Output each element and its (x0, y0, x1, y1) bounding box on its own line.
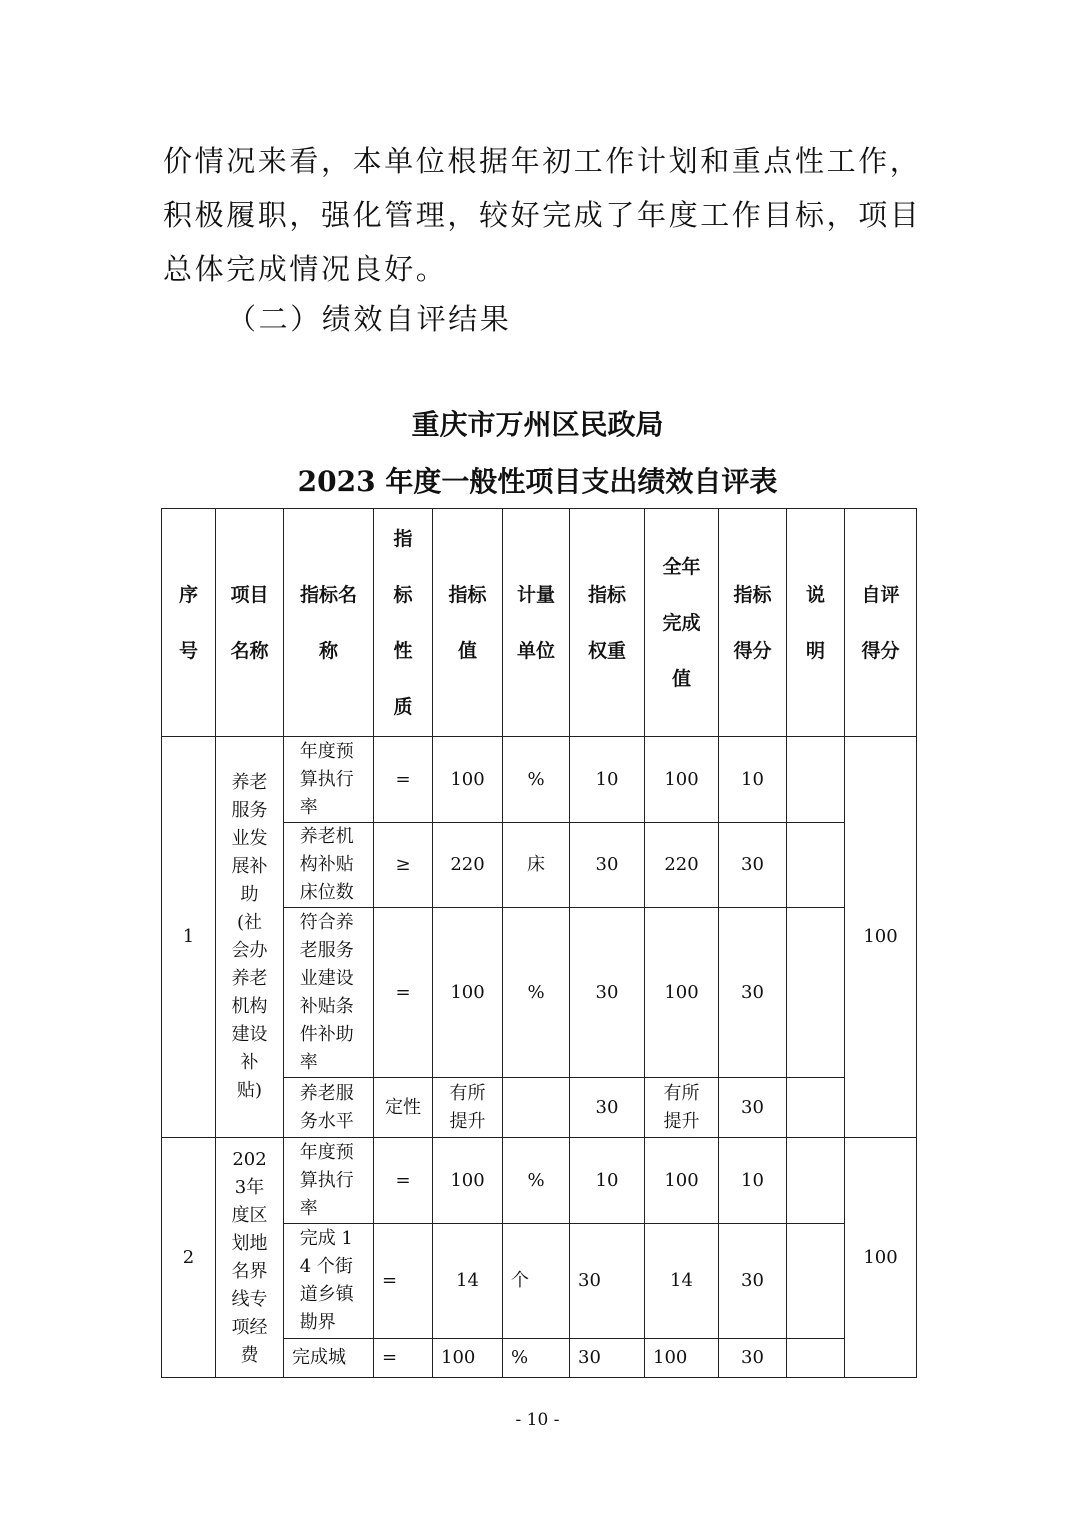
project-name: 2023年度区划地名界线专项经费 (216, 1138, 284, 1378)
indicator-points: 10 (719, 1138, 787, 1224)
table-title-line2: 2023 年度一般性项目支出绩效自评表 (297, 465, 778, 498)
page-number: - 10 - (515, 1410, 560, 1430)
indicator-points: 30 (719, 1339, 787, 1378)
indicator-value: 100 (433, 1138, 503, 1224)
header-cell: 说明 (787, 509, 845, 737)
project-number: 2 (162, 1138, 216, 1378)
indicator-weight: 10 (570, 737, 645, 823)
indicator-weight: 30 (570, 1339, 645, 1378)
indicator-name: 符合养老服务业建设补贴条件补助率 (284, 908, 374, 1078)
project-name: 养老服务业发展补助(社会办养老机构建设补贴) (216, 737, 284, 1138)
header-cell: 指标值 (433, 509, 503, 737)
indicator-nature: 定性 (374, 1078, 433, 1138)
header-cell: 全年完成值 (645, 509, 719, 737)
indicator-points: 30 (719, 1078, 787, 1138)
indicator-note (787, 1138, 845, 1224)
table-row (162, 737, 917, 823)
indicator-name: 养老机构补贴床位数 (284, 823, 374, 908)
indicator-weight: 30 (570, 823, 645, 908)
table-row (162, 1138, 917, 1224)
indicator-unit: % (503, 737, 570, 823)
header-cell: 指标权重 (570, 509, 645, 737)
indicator-note (787, 737, 845, 823)
header-cell: 序号 (162, 509, 216, 737)
indicator-nature: ≥ (374, 823, 433, 908)
indicator-value: 有所提升 (433, 1078, 503, 1138)
indicator-unit: 个 (503, 1224, 570, 1339)
indicator-name: 养老服务水平 (284, 1078, 374, 1138)
indicator-value: 220 (433, 823, 503, 908)
indicator-note (787, 823, 845, 908)
indicator-actual: 220 (645, 823, 719, 908)
indicator-actual: 有所提升 (645, 1078, 719, 1138)
indicator-weight: 30 (570, 908, 645, 1078)
indicator-value: 100 (433, 908, 503, 1078)
indicator-nature: = (374, 1224, 433, 1339)
indicator-value: 100 (433, 737, 503, 823)
indicator-nature: = (374, 737, 433, 823)
header-cell: 指标性质 (374, 509, 433, 737)
indicator-note (787, 1078, 845, 1138)
indicator-value: 14 (433, 1224, 503, 1339)
table-title-line1: 重庆市万州区民政局 (411, 408, 664, 441)
header-cell: 项目名称 (216, 509, 284, 737)
indicator-name: 完成 14 个街道乡镇勘界 (284, 1224, 374, 1339)
table-header-row (162, 509, 917, 737)
indicator-weight: 10 (570, 1138, 645, 1224)
indicator-note (787, 1339, 845, 1378)
indicator-points: 30 (719, 823, 787, 908)
indicator-actual: 100 (645, 908, 719, 1078)
body-paragraph: 价情况来看，本单位根据年初工作计划和重点性工作，积极履职，强化管理，较好完成了年度工作目标，项目总体完成情况良好。 (163, 144, 922, 286)
indicator-unit (503, 1078, 570, 1138)
indicator-name: 年度预算执行率 (284, 1138, 374, 1224)
indicator-actual: 100 (645, 1138, 719, 1224)
indicator-name: 年度预算执行率 (284, 737, 374, 823)
indicator-unit: % (503, 1339, 570, 1378)
indicator-unit: % (503, 908, 570, 1078)
header-cell: 指标得分 (719, 509, 787, 737)
project-score: 100 (845, 737, 917, 1138)
indicator-unit: % (503, 1138, 570, 1224)
indicator-nature: = (374, 1339, 433, 1378)
indicator-nature: = (374, 1138, 433, 1224)
indicator-points: 30 (719, 1224, 787, 1339)
section-heading: （二）绩效自评结果 (227, 302, 512, 336)
indicator-actual: 100 (645, 1339, 719, 1378)
indicator-value: 100 (433, 1339, 503, 1378)
indicator-actual: 100 (645, 737, 719, 823)
indicator-unit: 床 (503, 823, 570, 908)
header-cell: 自评得分 (845, 509, 917, 737)
indicator-nature: = (374, 908, 433, 1078)
header-cell: 指标名称 (284, 509, 374, 737)
header-cell: 计量单位 (503, 509, 570, 737)
indicator-note (787, 1224, 845, 1339)
indicator-points: 10 (719, 737, 787, 823)
project-number: 1 (162, 737, 216, 1138)
indicator-weight: 30 (570, 1224, 645, 1339)
indicator-name: 完成城 (284, 1339, 374, 1378)
indicator-note (787, 908, 845, 1078)
indicator-actual: 14 (645, 1224, 719, 1339)
indicator-weight: 30 (570, 1078, 645, 1138)
project-score: 100 (845, 1138, 917, 1378)
self-evaluation-table (161, 508, 917, 1378)
indicator-points: 30 (719, 908, 787, 1078)
